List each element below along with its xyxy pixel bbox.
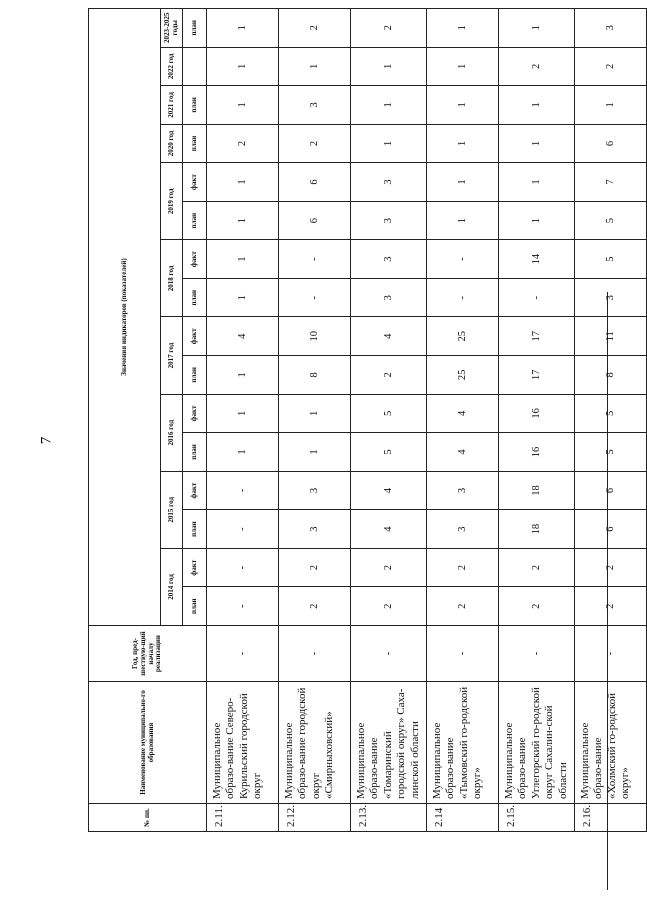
header-sub: факт [183, 471, 207, 510]
row-number-cell: 2.15. [499, 804, 575, 832]
indicator-value-cell: 1 [351, 86, 427, 125]
indicator-value-cell: 2 [575, 587, 647, 626]
table-row [499, 9, 575, 832]
indicator-value-cell: 2 [351, 9, 427, 48]
header-values-group: Значения индикаторов (показателей) [89, 9, 161, 626]
indicator-value-cell: 18 [499, 510, 575, 549]
municipality-name-cell: Муниципальное образо-вание «Томаринский городской округ» Саха-линской области [351, 682, 427, 804]
table-row [427, 9, 499, 832]
indicator-value-cell: 1 [499, 163, 575, 202]
header-name: Наименование муниципально-го образования [89, 682, 207, 804]
indicator-value-cell: 2 [575, 548, 647, 587]
header-sub: факт [183, 163, 207, 202]
header-sub: факт [183, 240, 207, 279]
indicator-value-cell: 1 [279, 433, 351, 472]
header-year-2018: 2018 год [161, 240, 183, 317]
indicator-value-cell: 11 [575, 317, 647, 356]
base-year-cell: - [575, 626, 647, 682]
row-number-cell: 2.11. [207, 804, 279, 832]
header-sub: план [183, 510, 207, 549]
indicator-value-cell: 1 [207, 201, 279, 240]
indicator-value-cell: 8 [279, 356, 351, 395]
indicator-value-cell: 2 [427, 587, 499, 626]
indicator-value-cell: 1 [207, 47, 279, 86]
indicator-value-cell: 6 [575, 124, 647, 163]
indicator-value-cell: 3 [351, 278, 427, 317]
indicator-value-cell: 3 [575, 278, 647, 317]
indicator-value-cell: 6 [279, 163, 351, 202]
indicator-value-cell: 1 [427, 47, 499, 86]
indicator-value-cell: 1 [207, 356, 279, 395]
indicator-value-cell: 2 [279, 124, 351, 163]
indicator-value-cell: 4 [351, 471, 427, 510]
base-year-cell: - [499, 626, 575, 682]
indicator-value-cell: - [279, 240, 351, 279]
table-body [207, 9, 647, 832]
indicator-value-cell: 2 [351, 548, 427, 587]
indicator-value-cell: 3 [351, 163, 427, 202]
municipality-name-cell: Муниципальное образо-вание городской округ «Смирныховский» [279, 682, 351, 804]
indicator-value-cell: 3 [279, 510, 351, 549]
indicator-value-cell: - [279, 278, 351, 317]
row-number-cell: 2.13. [351, 804, 427, 832]
indicator-value-cell: 3 [575, 9, 647, 48]
indicator-value-cell: 7 [575, 163, 647, 202]
indicator-value-cell: 1 [279, 394, 351, 433]
indicator-value-cell: 1 [575, 86, 647, 125]
indicator-value-cell: 1 [499, 86, 575, 125]
indicator-value-cell: 1 [427, 201, 499, 240]
indicator-value-cell: 1 [207, 278, 279, 317]
indicator-value-cell: 16 [499, 433, 575, 472]
indicator-value-cell: 17 [499, 317, 575, 356]
indicator-value-cell: 2 [499, 47, 575, 86]
base-year-cell: - [351, 626, 427, 682]
indicator-value-cell: 8 [575, 356, 647, 395]
header-year-2023-2025: 2023-2025 годы [161, 9, 183, 48]
row-number-cell: 2.12. [279, 804, 351, 832]
indicator-value-cell: 2 [279, 9, 351, 48]
header-year-2020: 2020 год [161, 124, 183, 163]
header-sub: план [183, 9, 207, 48]
indicator-value-cell: 2 [427, 548, 499, 587]
indicator-value-cell: 1 [427, 9, 499, 48]
indicator-value-cell: - [427, 278, 499, 317]
header-year-2017: 2017 год [161, 317, 183, 394]
indicator-value-cell: 14 [499, 240, 575, 279]
indicator-value-cell: 3 [427, 510, 499, 549]
indicator-value-cell: - [427, 240, 499, 279]
indicator-value-cell: 2 [351, 587, 427, 626]
indicator-value-cell: 17 [499, 356, 575, 395]
header-sub: факт [183, 317, 207, 356]
header-year-2019: 2019 год [161, 163, 183, 240]
indicator-value-cell: - [207, 510, 279, 549]
header-sub [183, 47, 207, 86]
indicator-value-cell: - [499, 278, 575, 317]
indicator-value-cell: 3 [351, 240, 427, 279]
indicators-table [88, 8, 647, 832]
indicator-value-cell: 25 [427, 356, 499, 395]
header-sub: план [183, 201, 207, 240]
indicator-value-cell: 2 [279, 548, 351, 587]
indicator-value-cell: 5 [575, 240, 647, 279]
indicator-value-cell: 1 [207, 163, 279, 202]
header-year-2014: 2014 год [161, 548, 183, 625]
rotated-table-wrapper [88, 8, 632, 832]
indicator-value-cell: 6 [575, 510, 647, 549]
indicator-value-cell: 2 [575, 47, 647, 86]
indicator-value-cell: 5 [575, 433, 647, 472]
header-sub: план [183, 86, 207, 125]
row-number-cell: 2.16. [575, 804, 647, 832]
indicator-value-cell: 4 [351, 510, 427, 549]
indicator-value-cell: - [207, 548, 279, 587]
indicator-value-cell: 1 [427, 124, 499, 163]
header-sub: план [183, 433, 207, 472]
indicator-value-cell: 1 [499, 201, 575, 240]
indicator-value-cell: 3 [279, 471, 351, 510]
base-year-cell: - [207, 626, 279, 682]
indicator-value-cell: - [207, 471, 279, 510]
header-year-2021: 2021 год [161, 86, 183, 125]
indicator-value-cell: 1 [499, 124, 575, 163]
indicator-value-cell: 1 [427, 163, 499, 202]
indicator-value-cell: 16 [499, 394, 575, 433]
row-number-cell: 2.14 [427, 804, 499, 832]
indicator-value-cell: 2 [207, 124, 279, 163]
indicator-value-cell: - [207, 587, 279, 626]
indicator-value-cell: 1 [279, 47, 351, 86]
table-row [351, 9, 427, 832]
header-year-2015: 2015 год [161, 471, 183, 548]
indicator-value-cell: 3 [351, 201, 427, 240]
indicator-value-cell: 10 [279, 317, 351, 356]
header-num: № пп. [89, 804, 207, 832]
header-sub: план [183, 278, 207, 317]
indicator-value-cell: 6 [575, 471, 647, 510]
indicator-value-cell: 5 [575, 201, 647, 240]
indicator-value-cell: 1 [207, 394, 279, 433]
header-year-2016: 2016 год [161, 394, 183, 471]
municipality-name-cell: Муниципальное образо-вание «Тымовский го-родской округ» [427, 682, 499, 804]
indicator-value-cell: 1 [207, 9, 279, 48]
indicator-value-cell: 3 [279, 86, 351, 125]
table-frame [88, 8, 632, 832]
header-year-2022: 2022 год [161, 47, 183, 86]
indicator-value-cell: 1 [427, 86, 499, 125]
indicator-value-cell: 1 [351, 47, 427, 86]
municipality-name-cell: Муниципальное образо-вание Углегорский го-родской округ Сахалин-ской области [499, 682, 575, 804]
indicator-value-cell: 1 [207, 433, 279, 472]
header-sub: факт [183, 394, 207, 433]
indicator-value-cell: 4 [427, 394, 499, 433]
table-row [279, 9, 351, 832]
indicator-value-cell: 1 [499, 9, 575, 48]
municipality-name-cell: Муниципальное образо-вание Северо-Курильский городской округ [207, 682, 279, 804]
indicator-value-cell: 4 [427, 433, 499, 472]
table-row [575, 9, 647, 832]
indicator-value-cell: 2 [279, 587, 351, 626]
indicator-value-cell: 2 [499, 548, 575, 587]
indicator-value-cell: 25 [427, 317, 499, 356]
header-base-year: Год, пред-шествую-щий началу реализации [89, 626, 207, 682]
header-sub: план [183, 124, 207, 163]
base-year-cell: - [427, 626, 499, 682]
table-row [207, 9, 279, 832]
indicator-value-cell: 4 [351, 317, 427, 356]
indicator-value-cell: 5 [575, 394, 647, 433]
header-sub: план [183, 587, 207, 626]
indicator-value-cell: 4 [207, 317, 279, 356]
indicator-value-cell: 1 [351, 124, 427, 163]
indicator-value-cell: 2 [351, 356, 427, 395]
indicator-value-cell: 3 [427, 471, 499, 510]
municipality-name-cell: Муниципальное образо-вание «Холмский го-родской округ» [575, 682, 647, 804]
page-number: 7 [38, 436, 55, 445]
indicator-value-cell: 5 [351, 394, 427, 433]
indicator-value-cell: 5 [351, 433, 427, 472]
indicator-value-cell: 18 [499, 471, 575, 510]
indicator-value-cell: 1 [207, 240, 279, 279]
indicator-value-cell: 1 [207, 86, 279, 125]
indicator-value-cell: 2 [499, 587, 575, 626]
header-sub: факт [183, 548, 207, 587]
base-year-cell: - [279, 626, 351, 682]
indicator-value-cell: 6 [279, 201, 351, 240]
header-sub: план [183, 356, 207, 395]
